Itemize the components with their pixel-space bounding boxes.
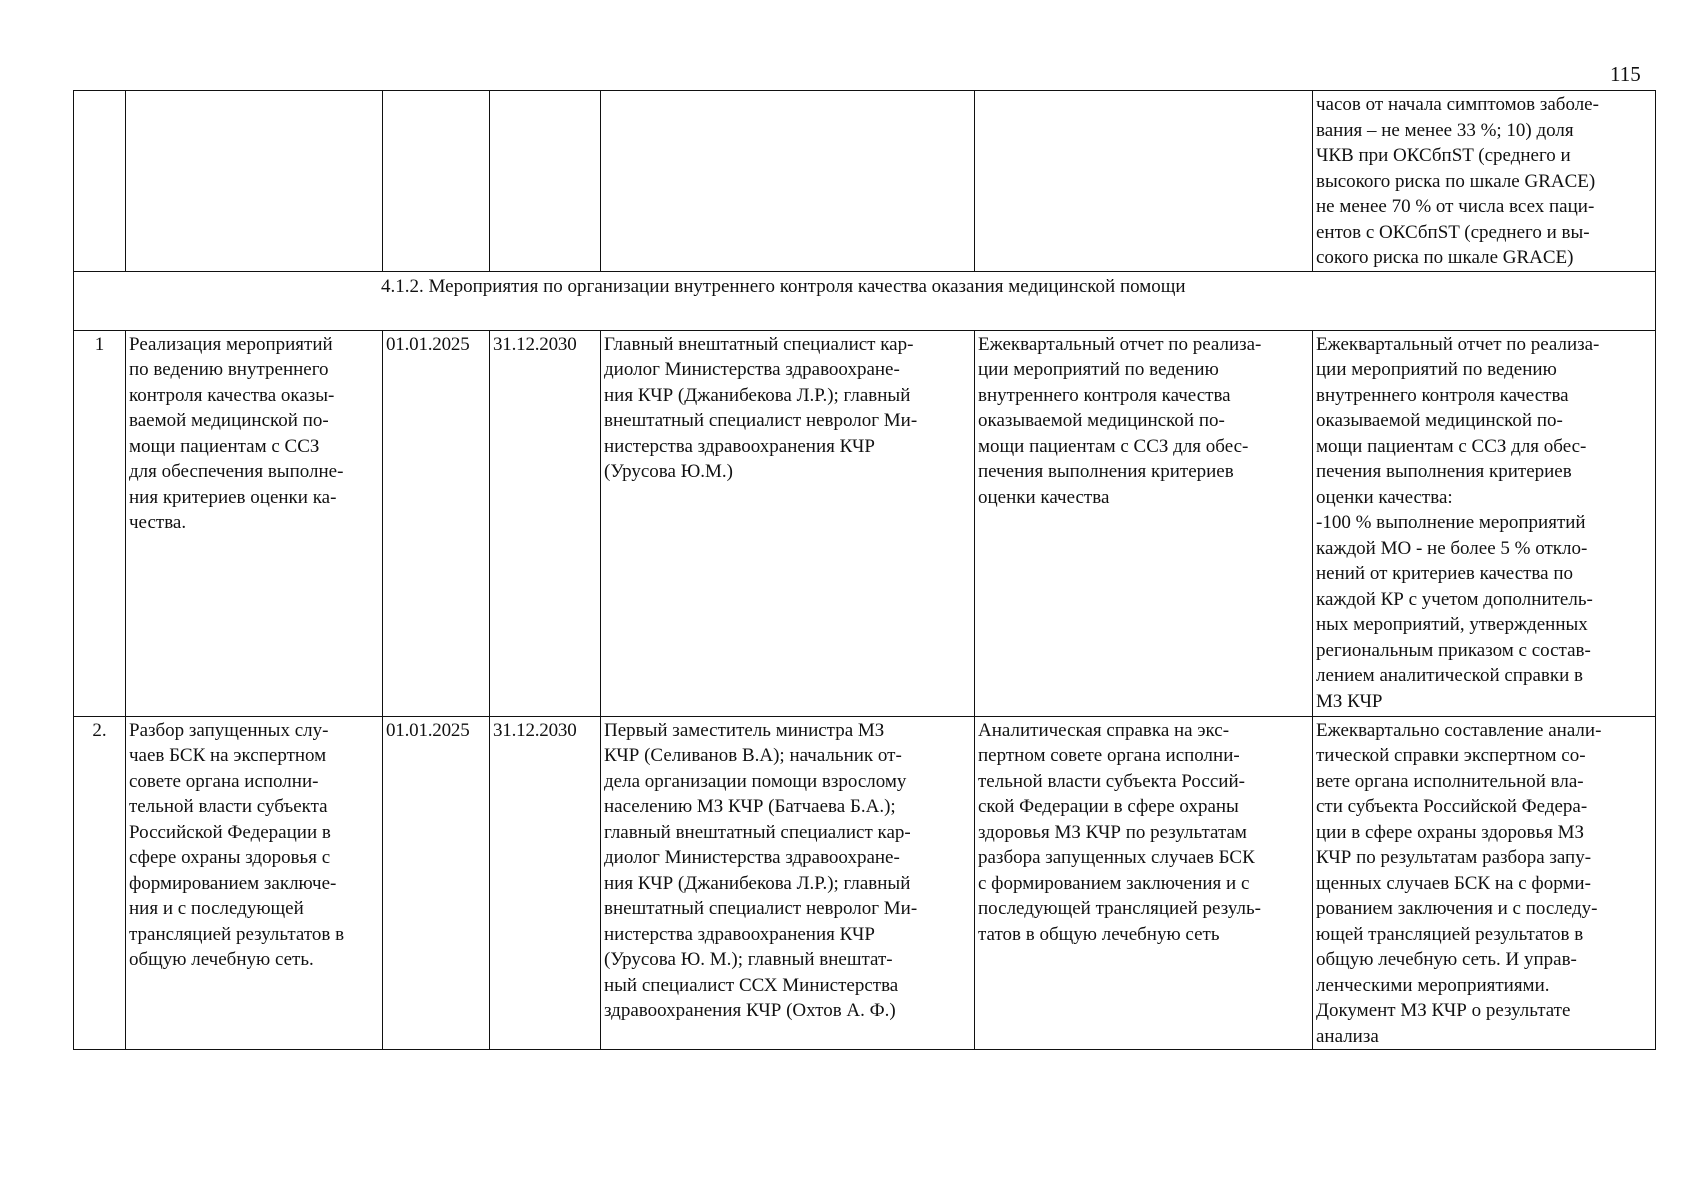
text-line: сфере охраны здоровья с	[129, 847, 331, 868]
text-line: высокого риска по шкале GRACE)	[1316, 170, 1596, 192]
text-line: внутреннего контроля качества	[1316, 384, 1569, 406]
result	[1313, 716, 1656, 1050]
text-line: тельной власти субъекта	[129, 796, 328, 817]
text-line: каждой МО - не более 5 % откло-	[1316, 537, 1588, 559]
text-line: тической справки экспертном со-	[1316, 745, 1586, 766]
text-line: для обеспечения выполне-	[129, 461, 344, 482]
text-line: пертном совете органа исполни-	[978, 745, 1240, 766]
cell-result	[1313, 91, 1656, 272]
page-number: 115	[1610, 62, 1641, 86]
text-line: диолог Министерства здравоохране-	[604, 359, 900, 380]
text-line: ния и с последующей	[129, 898, 304, 919]
end-date: 31.12.2030	[490, 716, 601, 1050]
text-line: мощи пациентам с ССЗ для обес-	[978, 435, 1249, 457]
text-line: оценки качества	[978, 486, 1110, 508]
text-line: ции мероприятий по ведению	[978, 359, 1219, 380]
measure-name	[126, 330, 383, 716]
text-line: региональным приказом с состав-	[1316, 639, 1591, 661]
text-line: Ежеквартальный отчет по реализа-	[978, 333, 1262, 355]
text-line: рованием заключения и с последу-	[1316, 898, 1598, 919]
text-line: ЧКВ при ОКСбпST (среднего и	[1316, 145, 1571, 166]
cell-responsible	[601, 91, 975, 272]
text-line: Разбор запущенных слу-	[129, 719, 329, 741]
text-line: Документ МЗ КЧР о результате	[1316, 1000, 1571, 1021]
text-line: (Урусова Ю.М.)	[604, 461, 733, 482]
cell-name	[126, 91, 383, 272]
table-row	[74, 716, 1656, 1050]
text-line: общую лечебную сеть.	[129, 949, 314, 970]
characteristic	[975, 330, 1313, 716]
responsible	[601, 330, 975, 716]
text-line: -100 % выполнение мероприятий	[1316, 512, 1586, 533]
text-line: КЧР по результатам разбора запу-	[1316, 847, 1592, 868]
characteristic	[975, 716, 1313, 1050]
text-line: ции в сфере охраны здоровья МЗ	[1316, 821, 1585, 843]
section-title: 4.1.2. Мероприятия по организации внутреннего контроля качества оказания медицинской помощи	[74, 271, 1656, 330]
text-line: дела организации помощи взрослому	[604, 770, 907, 792]
section-row	[74, 271, 1656, 330]
text-line: Реализация мероприятий	[129, 333, 333, 355]
end-date: 31.12.2030	[490, 330, 601, 716]
text-line: оказываемой медицинской по-	[1316, 410, 1563, 431]
text-line: трансляцией результатов в	[129, 923, 345, 945]
cell-characteristic	[975, 91, 1313, 272]
text-line: каждой КР с учетом дополнитель-	[1316, 588, 1593, 610]
text-line: главный внештатный специалист кар-	[604, 821, 911, 843]
text-line: щенных случаев БСК на с форми-	[1316, 872, 1591, 894]
text-line: общую лечебную сеть. И управ-	[1316, 949, 1577, 970]
text-line: ния критериев оценки ка-	[129, 486, 337, 508]
text-line: чаев БСК на экспертном	[129, 745, 327, 766]
text-line: ваемой медицинской по-	[129, 410, 329, 431]
cell-end	[490, 91, 601, 272]
text-line: ный специалист ССХ Министерства	[604, 974, 899, 996]
text-line: внештатный специалист невролог Ми-	[604, 898, 918, 919]
text-line: контроля качества оказы-	[129, 384, 335, 406]
table-row	[74, 330, 1656, 716]
row-number: 1	[74, 330, 126, 716]
text-line: Российской Федерации в	[129, 821, 331, 843]
text-line: совете органа исполни-	[129, 770, 319, 792]
text-line: ния КЧР (Джанибекова Л.Р.); главный	[604, 384, 911, 406]
text-line: ющей трансляцией результатов в	[1316, 923, 1584, 945]
text-line: с формированием заключения и с	[978, 872, 1250, 894]
text-line: диолог Министерства здравоохране-	[604, 847, 900, 868]
text-line: оказываемой медицинской по-	[978, 410, 1225, 431]
measure-name	[126, 716, 383, 1050]
text-line: мощи пациентам с ССЗ	[129, 435, 320, 457]
text-line: Первый заместитель министра МЗ	[604, 719, 885, 741]
text-line: мощи пациентам с ССЗ для обес-	[1316, 435, 1587, 457]
text-line: (Урусова Ю. М.); главный внештат-	[604, 949, 893, 970]
text-line: печения выполнения критериев	[1316, 461, 1572, 482]
text-line: последующей трансляцией резуль-	[978, 898, 1261, 919]
text-line: населению МЗ КЧР (Батчаева Б.А.);	[604, 796, 896, 817]
start-date: 01.01.2025	[383, 716, 490, 1050]
text-line: ентов с ОКСбпST (среднего и вы-	[1316, 221, 1590, 243]
text-line: внутреннего контроля качества	[978, 384, 1231, 406]
text-line: нистерства здравоохранения КЧР	[604, 435, 875, 457]
text-line: по ведению внутреннего	[129, 359, 329, 380]
text-line: вания – не менее 33 %; 10) доля	[1316, 119, 1574, 141]
text-line: вете органа исполнительной вла-	[1316, 770, 1584, 792]
text-line: нений от критериев качества по	[1316, 563, 1574, 584]
text-line: внештатный специалист невролог Ми-	[604, 410, 918, 431]
text-line: анализа	[1316, 1025, 1379, 1047]
text-line: сти субъекта Российской Федера-	[1316, 796, 1588, 817]
text-line: не менее 70 % от числа всех паци-	[1316, 196, 1595, 217]
start-date: 01.01.2025	[383, 330, 490, 716]
text-line: чества.	[129, 512, 187, 533]
text-line: разбора запущенных случаев БСК	[978, 847, 1255, 868]
measures-table	[73, 90, 1656, 1050]
text-line: формированием заключе-	[129, 872, 337, 894]
text-line: тельной власти субъекта Россий-	[978, 770, 1245, 792]
continuation-row	[74, 91, 1656, 272]
text-line: сокого риска по шкале GRACE)	[1316, 247, 1574, 268]
text-line: ных мероприятий, утвержденных	[1316, 614, 1588, 635]
cell-num	[74, 91, 126, 272]
text-line: здоровья МЗ КЧР по результатам	[978, 821, 1247, 843]
row-number: 2.	[74, 716, 126, 1050]
text-line: оценки качества:	[1316, 486, 1453, 508]
text-line: часов от начала симптомов заболе-	[1316, 94, 1599, 115]
cell-start	[383, 91, 490, 272]
text-line: Аналитическая справка на экс-	[978, 719, 1230, 741]
text-line: ния КЧР (Джанибекова Л.Р.); главный	[604, 872, 911, 894]
text-line: ции мероприятий по ведению	[1316, 359, 1557, 380]
responsible	[601, 716, 975, 1050]
text-line: МЗ КЧР	[1316, 690, 1383, 712]
text-line: нистерства здравоохранения КЧР	[604, 923, 875, 945]
text-line: ской Федерации в сфере охраны	[978, 796, 1239, 817]
text-line: Ежеквартальный отчет по реализа-	[1316, 333, 1600, 355]
text-line: лением аналитической справки в	[1316, 665, 1583, 686]
text-line: татов в общую лечебную сеть	[978, 923, 1220, 945]
text-line: Ежеквартально составление анали-	[1316, 719, 1602, 741]
text-line: здравоохранения КЧР (Охтов А. Ф.)	[604, 1000, 896, 1021]
text-line: Главный внештатный специалист кар-	[604, 333, 914, 355]
text-line: ленческими мероприятиями.	[1316, 974, 1550, 996]
text-line: КЧР (Селиванов В.А); начальник от-	[604, 745, 902, 766]
result	[1313, 330, 1656, 716]
text-line: печения выполнения критериев	[978, 461, 1234, 482]
